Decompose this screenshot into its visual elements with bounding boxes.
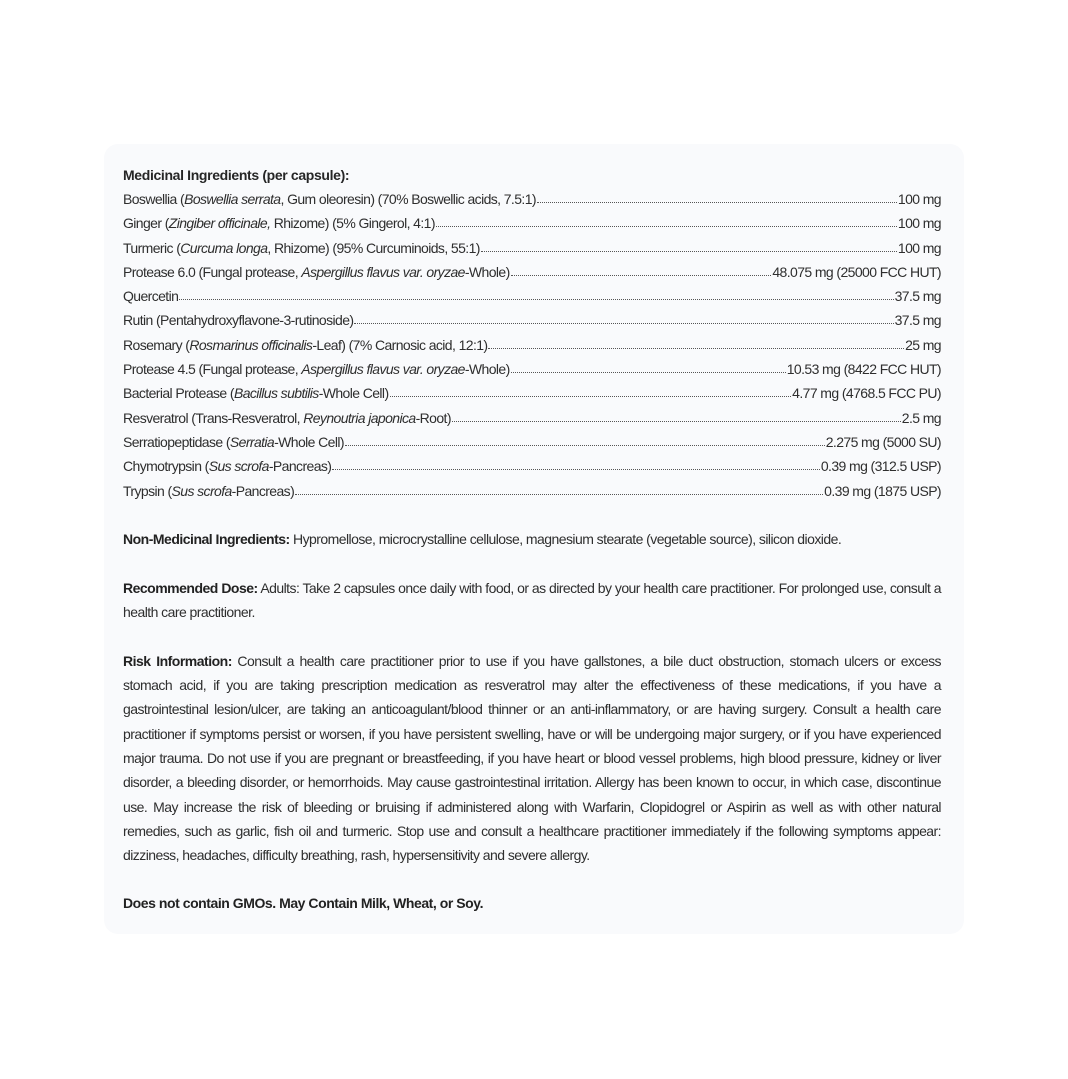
ingredient-latin-name: Rosmarinus officinalis: [189, 336, 313, 353]
ingredient-name-text: Rhizome) (5% Gingerol, 4:1): [270, 215, 435, 232]
ingredient-row: [123, 430, 941, 454]
ingredient-amount: 100 mg: [897, 215, 941, 232]
ingredient-name: [123, 357, 510, 381]
ingredient-latin-name: Bacillus subtilis: [233, 385, 319, 402]
ingredient-row: [123, 381, 941, 405]
ingredient-row: [123, 479, 941, 503]
ingredient-name-text: -Whole): [464, 263, 510, 280]
ingredient-name: [123, 381, 389, 405]
dot-leader: [452, 413, 901, 423]
ingredient-latin-name: Zingiber officinale,: [168, 215, 271, 232]
ingredient-row: [123, 236, 941, 260]
ingredient-row: [123, 260, 941, 284]
ingredient-name-text: -Whole Cell): [318, 385, 389, 402]
ingredient-latin-name: Boswellia serrata: [184, 191, 281, 207]
ingredient-name: [123, 284, 178, 308]
ingredient-amount: 100 mg: [897, 191, 941, 207]
ingredient-name: [123, 479, 294, 503]
dot-leader: [354, 315, 893, 325]
risk-information-text: Consult a health care practitioner prior to use if you have gallstones, a bile duct obstruction, stomach ulcers or excess stomach acid, if you are taking prescription medication as resveratrol may alter the effectiveness of these medications, if you have a gastrointestinal lesion/ulcer, are taking an anticoagulant/blood thinner or an anti-inflammatory, or are having surgery. Consult a health care practitioner if symptoms persist or worsen, if you have persistent swelling, have or will be undergoing major surgery, or if you have experienced major trauma. Do not use if you are pregnant or breastfeeding, if you have heart or blood vessel problems, high blood pressure, kidney or liver disorder, a bleeding disorder, or hemorrhoids. May cause gastrointestinal irritation. Allergy has been known to occur, in which case, discontinue use. May increase the risk of bleeding or bruising if administered along with Warfarin, Clopidogrel or Aspirin as well as with other natural remedies, such as garlic, fish oil and turmeric. Stop use and consult a healthcare practitioner immediately if the following symptoms appear: dizziness, headaches, difficulty breathing, rash, hypersensitivity and severe allergy.: [123, 652, 941, 864]
ingredient-row: [123, 357, 941, 381]
ingredient-name-text: Resveratrol (Trans-Resveratrol,: [123, 409, 304, 426]
ingredient-name: [123, 406, 451, 430]
product-label-text: [123, 165, 941, 916]
ingredient-name-text: , Rhizome) (95% Curcuminoids, 55:1): [267, 239, 480, 256]
dot-leader: [511, 267, 772, 277]
ingredient-name: [123, 454, 331, 478]
ingredient-latin-name: Aspergillus flavus var. oryzae: [301, 361, 465, 378]
ingredient-latin-name: Curcuma longa: [180, 239, 268, 256]
medicinal-ingredients-list: [123, 187, 941, 503]
ingredient-row: [123, 211, 941, 235]
non-medicinal-text: Hypromellose, microcrystalline cellulose, magnesium stearate (vegetable source), silicon dioxide.: [289, 530, 842, 547]
non-medicinal-ingredients: [123, 527, 941, 551]
medicinal-ingredients-heading: Medicinal Ingredients (per capsule):: [123, 167, 350, 183]
non-medicinal-label: Non-Medicinal Ingredients:: [123, 530, 290, 547]
ingredient-name: [123, 430, 344, 454]
risk-information-label: Risk Information:: [123, 652, 232, 669]
ingredient-row: [123, 187, 941, 211]
ingredient-name-text: Bacterial Protease (: [123, 385, 234, 402]
ingredient-name: [123, 236, 480, 260]
ingredient-latin-name: Sus scrofa: [208, 458, 269, 475]
ingredient-name-text: Rosemary (: [123, 336, 190, 353]
ingredient-name-text: Protease 4.5 (Fungal protease,: [123, 361, 302, 378]
dot-leader: [511, 364, 786, 374]
ingredient-amount: 48.075 mg (25000 FCC HUT): [772, 263, 941, 280]
ingredient-name-text: Rutin (Pentahydroxyflavone-3-rutinoside): [123, 312, 354, 329]
ingredient-latin-name: Aspergillus flavus var. oryzae: [301, 263, 465, 280]
ingredient-name-text: Trypsin (: [123, 482, 172, 499]
ingredient-name-text: -Root): [415, 409, 451, 426]
ingredient-row: [123, 406, 941, 430]
ingredient-row: [123, 284, 941, 308]
ingredient-amount: 2.275 mg (5000 SU): [825, 433, 941, 450]
ingredient-row: [123, 333, 941, 357]
ingredient-name: [123, 211, 435, 235]
ingredient-latin-name: Serratia: [229, 433, 275, 450]
dot-leader: [436, 218, 897, 228]
ingredient-name-text: Quercetin: [123, 288, 179, 305]
ingredient-row: [123, 454, 941, 478]
ingredient-row: [123, 308, 941, 332]
ingredient-name-text: -Leaf) (7% Carnosic acid, 12:1): [312, 336, 488, 353]
ingredient-name: [123, 308, 353, 332]
ingredient-amount: 37.5 mg: [894, 312, 941, 329]
ingredient-amount: 25 mg: [905, 336, 941, 353]
dot-leader: [481, 243, 897, 253]
recommended-dose: [123, 576, 941, 625]
ingredient-amount: 100 mg: [897, 239, 941, 256]
recommended-dose-label: Recommended Dose:: [123, 579, 258, 596]
ingredient-amount: 4.77 mg (4768.5 FCC PU): [792, 385, 941, 402]
ingredient-name: [123, 260, 510, 284]
dot-leader: [295, 486, 823, 496]
dot-leader: [390, 388, 792, 398]
ingredient-latin-name: Sus scrofa: [171, 482, 232, 499]
dot-leader: [179, 291, 893, 301]
ingredient-name-text: Chymotrypsin (: [123, 458, 209, 475]
dot-leader: [332, 461, 820, 471]
ingredient-name-text: Boswellia (: [123, 191, 185, 207]
ingredient-name: [123, 333, 487, 357]
ingredient-amount: 0.39 mg (1875 USP): [824, 482, 941, 499]
ingredient-name-text: , Gum oleoresin) (70% Boswellic acids, 7.5:1): [280, 191, 536, 207]
risk-information: [123, 649, 941, 868]
dot-leader: [537, 194, 897, 204]
ingredient-name-text: -Pancreas): [268, 458, 332, 475]
ingredient-name-text: Protease 6.0 (Fungal protease,: [123, 263, 302, 280]
ingredient-amount: 10.53 mg (8422 FCC HUT): [786, 361, 941, 378]
dot-leader: [345, 437, 825, 447]
ingredient-name-text: -Whole): [464, 361, 510, 378]
ingredient-amount: 2.5 mg: [901, 409, 941, 426]
ingredient-name: [123, 187, 536, 211]
ingredient-name-text: -Pancreas): [231, 482, 295, 499]
ingredient-name-text: Ginger (: [123, 215, 169, 232]
ingredient-latin-name: Reynoutria japonica: [303, 409, 416, 426]
ingredient-amount: 0.39 mg (312.5 USP): [820, 458, 941, 475]
ingredient-name-text: Serratiopeptidase (: [123, 433, 230, 450]
allergen-note: Does not contain GMOs. May Contain Milk, Wheat, or Soy.: [123, 895, 484, 912]
recommended-dose-text: Adults: Take 2 capsules once daily with food, or as directed by your health care practitioner. For prolonged use, consult a health care practitioner.: [123, 579, 941, 620]
ingredient-name-text: Turmeric (: [123, 239, 181, 256]
ingredient-amount: 37.5 mg: [894, 288, 941, 305]
dot-leader: [488, 340, 904, 350]
ingredient-name-text: -Whole Cell): [274, 433, 344, 450]
